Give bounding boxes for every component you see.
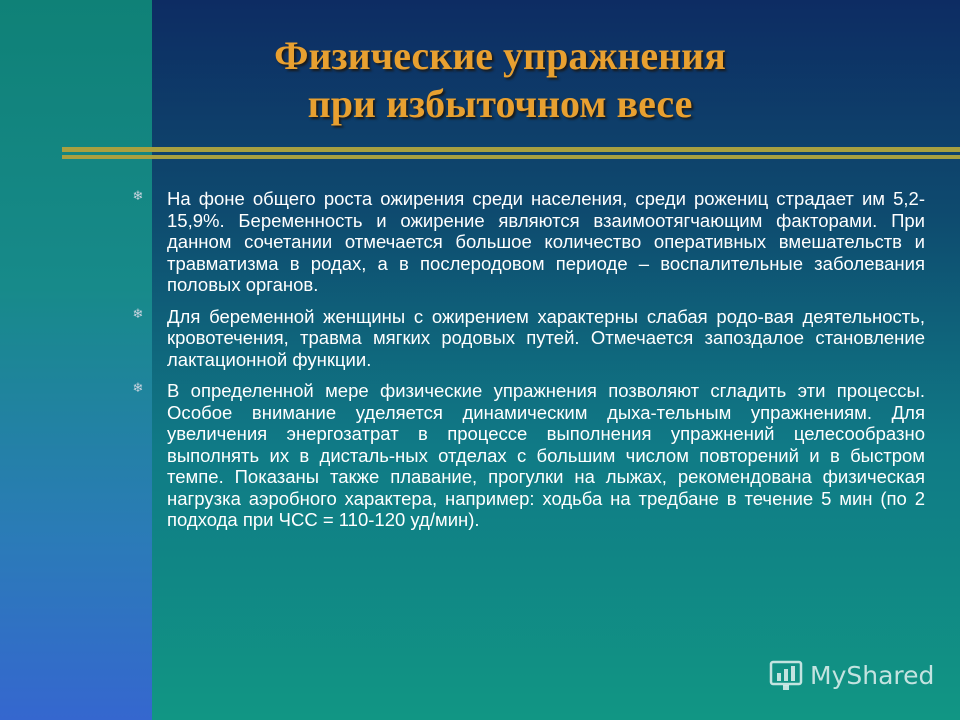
- snowflake-icon: ❄: [132, 306, 144, 322]
- title-divider-bottom: [62, 155, 960, 159]
- bullet-item: [131, 306, 925, 371]
- bullet-item: [131, 188, 925, 296]
- snowflake-icon: ❄: [132, 189, 144, 204]
- title-divider-top: [62, 147, 960, 152]
- bullet-text: Для беременной женщины с ожирением характерны слабая родо-вая деятельность, кровотечения, травма мягких родовых путей. Отмечается запоздалое становление лактационной функции.: [167, 305, 925, 370]
- myshared-logo-icon: [768, 657, 804, 693]
- slide-title: [150, 32, 850, 128]
- bullet-text: На фоне общего роста ожирения среди населения, среди рожениц страдает им 5,2-15,9%. Беременность и ожирение являются взаимоотягчающим факторами. При данном сочетании отмечается большое количество оперативных вмешательств и травматизма в родах, а в послеродовом периоде – воспалительные заболевания половых органов.: [167, 188, 925, 295]
- bullet-item: [131, 380, 925, 531]
- snowflake-icon: ❄: [132, 381, 144, 396]
- left-gradient-band: [0, 0, 152, 720]
- watermark-text: MyShared: [810, 660, 935, 690]
- watermark-logo: [768, 657, 934, 693]
- bullet-list: [131, 188, 925, 541]
- bullet-text: В определенной мере физические упражнения позволяют сгладить эти процессы. Особое внимание уделяется динамическим дыха-тельным упражнениям. Для увеличения энергозатрат в процессе выполнения упражнений целесообразно выполнять их в дисталь-ных отделах с большим числом повторений и в быстром темпе. Показаны также плавание, прогулки на лыжах, рекомендована физическая нагрузка аэробного характера, например: ходьба на тредбане в течение 5 мин (по 2 подхода при ЧСС = 110-120 уд/мин).: [167, 380, 925, 530]
- title-line-1: Физические упражнения: [274, 33, 726, 78]
- title-line-2: при избыточном весе: [307, 81, 693, 126]
